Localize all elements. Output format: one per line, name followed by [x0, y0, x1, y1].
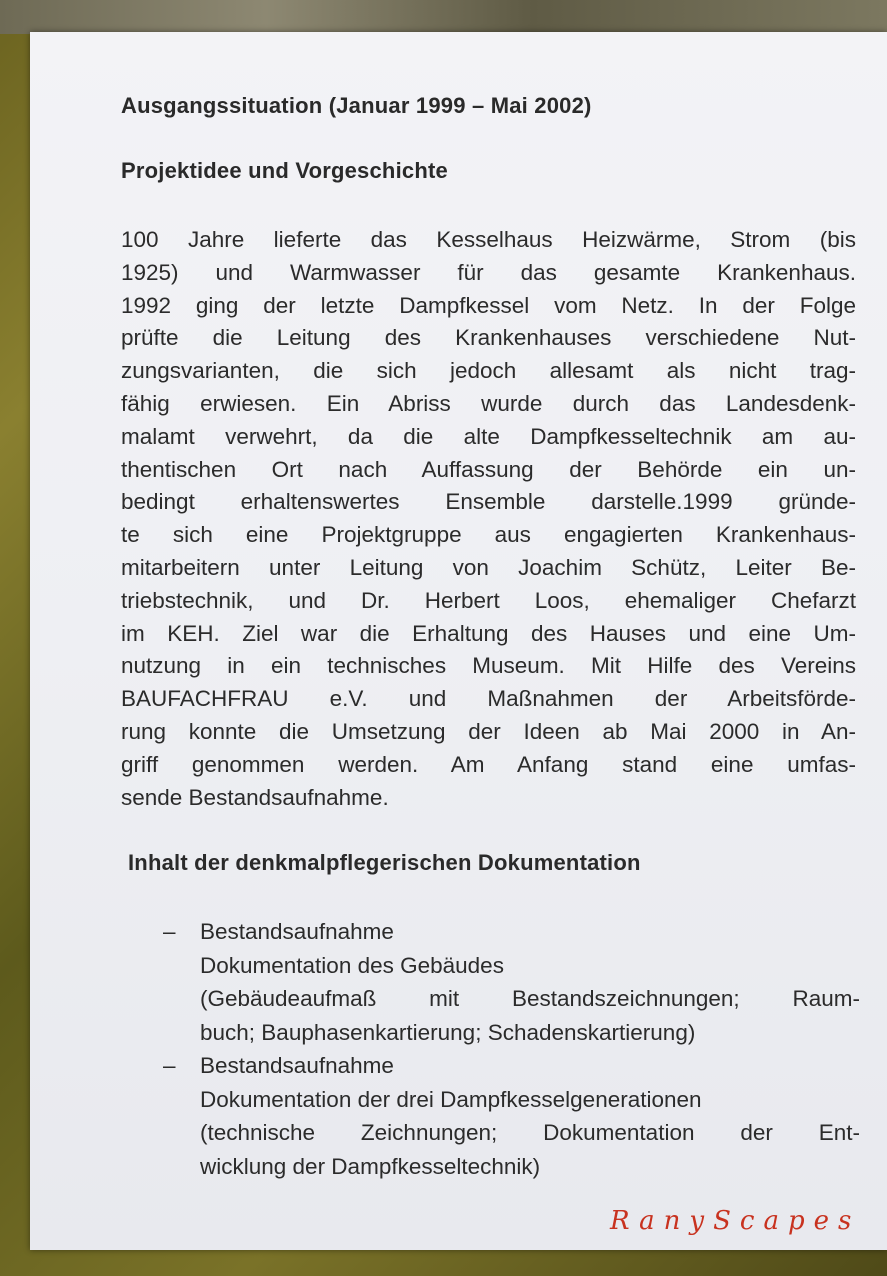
list-item — [163, 915, 860, 1049]
dash-bullet: – — [163, 919, 176, 944]
paragraph-line: griff genommen werden. Am Anfang stand eine umfas- — [121, 751, 856, 777]
paragraph-line: zungsvarianten, die sich jedoch allesamt als nicht trag- — [121, 358, 856, 384]
section-heading-inhalt: Inhalt der denkmalpflegerischen Dokumentation — [128, 850, 641, 875]
list-item-line: wicklung der Dampfkesseltechnik) — [200, 1153, 541, 1179]
paragraph-line: triebstechnik, und Dr. Herbert Loos, ehemaliger Chefarzt — [121, 587, 856, 613]
watermark-signature: RanyScapes — [610, 1206, 861, 1236]
paragraph-line: fähig erwiesen. Ein Abriss wurde durch das Landesdenk- — [121, 390, 856, 416]
paragraph-line: im KEH. Ziel war die Erhaltung des Hauses und eine Um- — [121, 620, 856, 646]
notice-title: Ausgangssituation (Januar 1999 – Mai 2002) — [121, 93, 592, 118]
paragraph-line: thentischen Ort nach Auffassung der Behörde ein un- — [121, 456, 856, 482]
section-heading-projektidee: Projektidee und Vorgeschichte — [121, 158, 448, 183]
paragraph-line: nutzung in ein technisches Museum. Mit Hilfe des Vereins — [121, 653, 856, 679]
list-item-line: (technische Zeichnungen; Dokumentation der Ent- — [200, 1120, 860, 1145]
list-item-line: buch; Bauphasenkartierung; Schadenskartierung) — [200, 1019, 696, 1045]
paragraph-vorgeschichte — [121, 224, 856, 814]
list-item — [163, 1049, 860, 1183]
paragraph-line: rung konnte die Umsetzung der Ideen ab Mai 2000 in An- — [121, 718, 856, 744]
list-item-line: Dokumentation des Gebäudes — [200, 952, 504, 978]
paragraph-line: 100 Jahre lieferte das Kesselhaus Heizwärme, Strom (bis — [121, 227, 856, 252]
paragraph-line: 1992 ging der letzte Dampfkessel vom Netz. In der Folge — [121, 292, 856, 318]
paragraph-line: sende Bestandsaufnahme. — [121, 784, 389, 810]
list-item-line: Bestandsaufnahme — [200, 1053, 394, 1078]
dash-bullet: – — [163, 1053, 176, 1078]
list-item-line: (Gebäudeaufmaß mit Bestandszeichnungen; Raum- — [200, 986, 860, 1011]
documentation-list — [163, 915, 860, 1183]
paragraph-line: mitarbeitern unter Leitung von Joachim Schütz, Leiter Be- — [121, 554, 856, 580]
paragraph-line: 1925) und Warmwasser für das gesamte Krankenhaus. — [121, 259, 856, 285]
paragraph-line: prüfte die Leitung des Krankenhauses verschiedene Nut- — [121, 325, 856, 351]
paragraph-line: malamt verwehrt, da die alte Dampfkesseltechnik am au- — [121, 423, 856, 449]
paragraph-line: BAUFACHFRAU e.V. und Maßnahmen der Arbeitsförde- — [121, 686, 856, 712]
paragraph-line: te sich eine Projektgruppe aus engagierten Krankenhaus- — [121, 522, 856, 548]
list-item-line: Bestandsaufnahme — [200, 919, 394, 944]
paragraph-line: bedingt erhaltenswertes Ensemble darstelle.1999 gründe- — [121, 489, 856, 515]
wall-background — [0, 0, 887, 34]
list-item-line: Dokumentation der drei Dampfkesselgenerationen — [200, 1086, 702, 1112]
